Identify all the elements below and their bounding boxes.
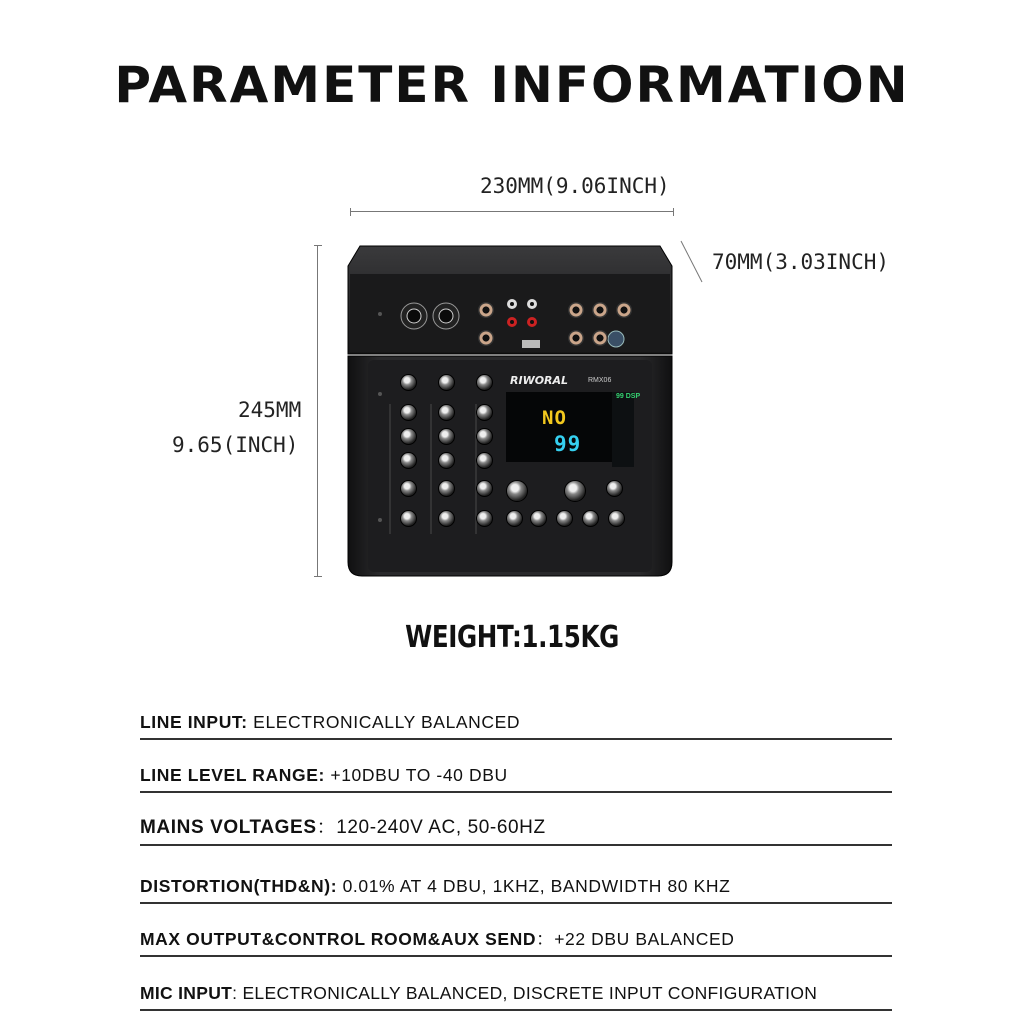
master-knob [506, 510, 523, 527]
level-knob [400, 510, 417, 527]
eq-mid-knob [400, 428, 417, 445]
quarter-inch-jack [616, 302, 632, 318]
spec-key: MAINS VOLTAGES [140, 817, 317, 838]
eq-low-knob [476, 452, 493, 469]
gain-knob [400, 374, 417, 391]
gain-knob [438, 374, 455, 391]
width-dimension-label: 230MM(9.06INCH) [480, 174, 670, 198]
eq-mid-knob [438, 428, 455, 445]
height-dimension-tick-top [314, 245, 322, 246]
eq-low-knob [438, 452, 455, 469]
display-bottom-readout: 99 [554, 432, 582, 456]
aux-knob [400, 480, 417, 497]
spec-key: LINE LEVEL RANGE: [140, 765, 325, 785]
spec-value: 0.01% AT 4 DBU, 1KHZ, BANDWIDTH 80 KHZ [337, 876, 731, 896]
width-dimension-tick-right [673, 208, 674, 216]
eq-mid-knob [476, 428, 493, 445]
spec-value: ELECTRONICALLY BALANCED [247, 712, 521, 732]
quarter-inch-jack [478, 302, 494, 318]
phones-knob [606, 480, 623, 497]
level-knob [438, 510, 455, 527]
eq-high-knob [438, 404, 455, 421]
spec-row-distortion [140, 868, 892, 904]
program-knob [506, 480, 528, 502]
mixer-brand-logo: RIWORAL [510, 374, 569, 387]
display-top-readout: NO [542, 407, 567, 429]
spec-row-max-output [140, 921, 892, 957]
master-knob [530, 510, 547, 527]
master-knob [582, 510, 599, 527]
eq-high-knob [476, 404, 493, 421]
aux-knob [438, 480, 455, 497]
width-dimension-line [350, 211, 674, 212]
master-knob [608, 510, 625, 527]
mixer-product-image [346, 244, 674, 578]
master-knob [556, 510, 573, 527]
spec-row-line-input [140, 704, 892, 740]
quarter-inch-jack [592, 302, 608, 318]
spec-value: +10DBU TO -40 DBU [324, 765, 508, 785]
mixer-body [346, 244, 674, 578]
weight-label: WEIGHT:1.15KG [405, 620, 619, 655]
height-dimension-mm: 245MM [238, 398, 302, 422]
quarter-inch-jack [478, 330, 494, 346]
height-dimension-inch: 9.65(INCH) [172, 433, 299, 457]
level-knob [476, 510, 493, 527]
height-dimension-line [317, 245, 318, 577]
height-dimension-tick-bottom [314, 576, 322, 577]
spec-key: LINE INPUT: [140, 712, 248, 732]
spec-key: MIC INPUT [140, 983, 233, 1003]
width-dimension-tick-left [350, 208, 351, 216]
quarter-inch-jack [568, 330, 584, 346]
spec-key: DISTORTION(THD&N): [140, 876, 338, 896]
page-title: PARAMETER INFORMATION [114, 56, 910, 114]
spec-value: ：120-240V AC, 50-60HZ [316, 817, 546, 838]
gain-knob [476, 374, 493, 391]
spec-key: MAX OUTPUT&CONTROL ROOM&AUX SEND [140, 929, 537, 949]
quarter-inch-jack [592, 330, 608, 346]
spec-value: : ELECTRONICALLY BALANCED, DISCRETE INPUT CONFIGURATION [232, 983, 818, 1003]
quarter-inch-jack [568, 302, 584, 318]
program-knob [564, 480, 586, 502]
mixer-model-label: RMX06 [588, 377, 612, 384]
depth-dimension-label: 70MM(3.03INCH) [712, 250, 890, 274]
spec-value: ：+22 DBU BALANCED [536, 929, 735, 949]
spec-row-line-level-range [140, 757, 892, 793]
spec-row-mic-input [140, 975, 892, 1011]
depth-dimension-line [678, 238, 708, 288]
aux-knob [476, 480, 493, 497]
spec-row-mains-voltages [140, 810, 892, 846]
eq-high-knob [400, 404, 417, 421]
display-dsp-badge: 99 DSP [616, 393, 641, 400]
eq-low-knob [400, 452, 417, 469]
